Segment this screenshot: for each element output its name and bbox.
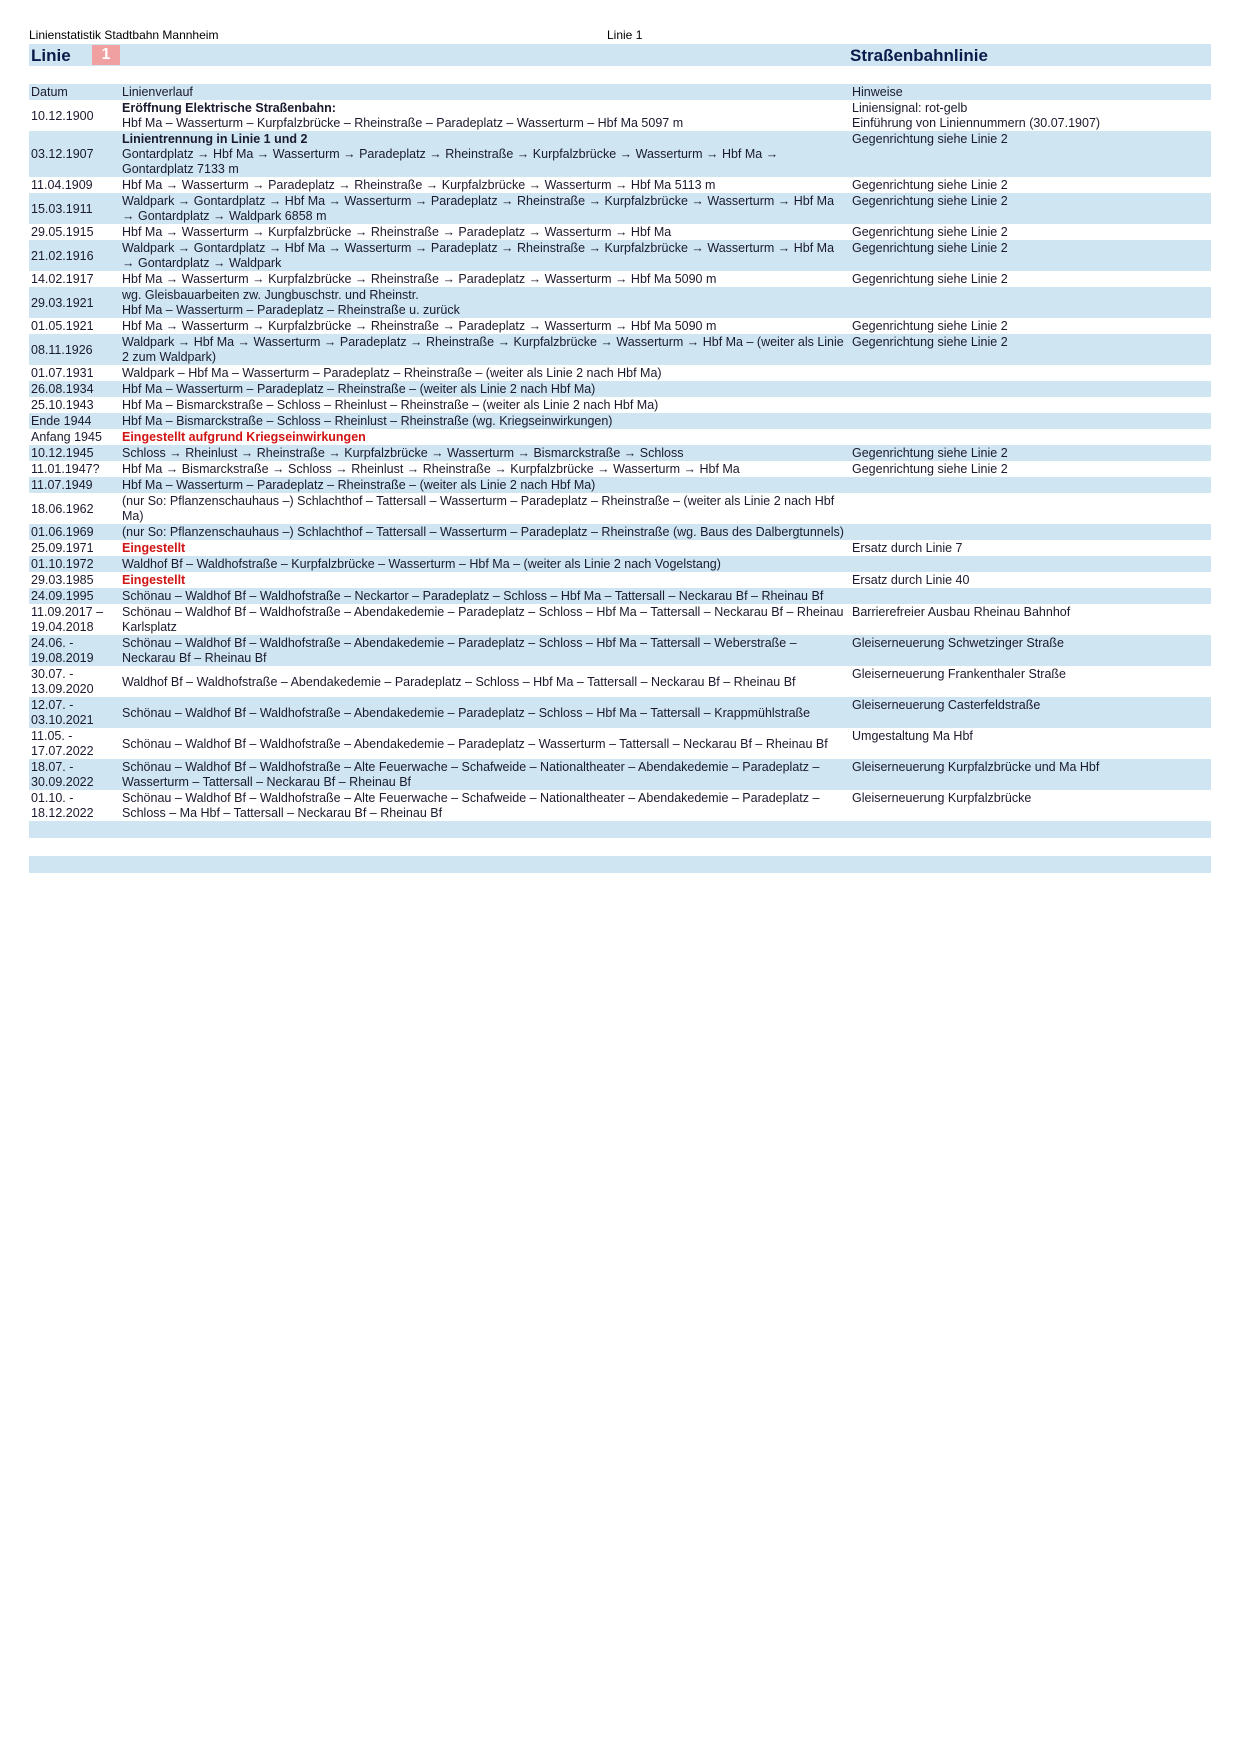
row-route: Hbf Ma → Wasserturm → Kurpfalzbrücke → Rheinstraße → Paradeplatz → Wasserturm → Hbf Ma xyxy=(122,225,672,239)
row-notes: Umgestaltung Ma Hbf xyxy=(852,729,973,743)
row-route: Linientrennung in Linie 1 und 2 Gontardplatz → Hbf Ma → Wasserturm → Paradeplatz → Rheinstraße → Kurpfalzbrücke → Wasserturm → Hbf Ma → Gontardplatz 7133 m xyxy=(122,132,779,176)
row-notes: Gegenrichtung siehe Linie 2 xyxy=(852,319,1008,333)
row-route: Schönau – Waldhof Bf – Waldhofstraße – Alte Feuerwache – Schafweide – Nationaltheater – Abendakedemie – Paradeplatz – Schloss – Ma Hbf – Tattersall – Neckarau Bf – Rheinau Bf xyxy=(122,791,820,820)
row-route: Schönau – Waldhof Bf – Waldhofstraße – Alte Feuerwache – Schafweide – Nationaltheater – Abendakedemie – Paradeplatz – Wasserturm – Tattersall – Neckarau Bf – Rheinau Bf xyxy=(122,760,820,789)
row-date: 24.06. - 19.08.2019 xyxy=(31,636,94,665)
document-page xyxy=(29,28,1211,873)
row-date: 18.06.1962 xyxy=(31,501,94,516)
row-date: Ende 1944 xyxy=(31,414,92,428)
row-notes: Gleiserneuerung Schwetzinger Straße xyxy=(852,636,1064,650)
table-row xyxy=(29,790,1211,821)
row-notes: Gegenrichtung siehe Linie 2 xyxy=(852,132,1008,146)
line-title-bar xyxy=(29,44,1211,66)
table-row xyxy=(29,540,1211,556)
row-notes: Gleiserneuerung Frankenthaler Straße xyxy=(852,667,1067,681)
row-date: 01.10.1972 xyxy=(31,557,94,571)
page-header xyxy=(29,28,1211,44)
row-date: 08.11.1926 xyxy=(31,342,93,357)
row-notes: Gegenrichtung siehe Linie 2 xyxy=(852,194,1008,208)
row-notes: Ersatz durch Linie 40 xyxy=(852,573,970,587)
row-route: (nur So: Pflanzenschauhaus –) Schlachthof – Tattersall – Wasserturm – Paradeplatz – Rheinstraße – (weiter als Linie 2 nach Hbf Ma) xyxy=(122,494,835,523)
table-row xyxy=(29,287,1211,318)
table-row xyxy=(29,365,1211,381)
column-header-date: Datum xyxy=(31,85,68,99)
table-row xyxy=(29,572,1211,588)
table-row xyxy=(29,461,1211,477)
row-route xyxy=(120,540,850,556)
row-notes xyxy=(850,556,1211,572)
row-notes: Liniensignal: rot-gelb Einführung von Liniennummern (30.07.1907) xyxy=(852,101,1101,130)
row-notes xyxy=(850,493,1211,524)
row-route: Waldpark → Hbf Ma → Wasserturm → Paradeplatz → Rheinstraße → Kurpfalzbrücke → Wasserturm → Hbf Ma – (weiter als Linie 2 zum Waldpark) xyxy=(122,335,844,364)
row-route: Schönau – Waldhof Bf – Waldhofstraße – Abendakedemie – Paradeplatz – Schloss – Hbf Ma – Tattersall – Krappmühlstraße xyxy=(122,705,811,720)
document-title: Linienstatistik Stadtbahn Mannheim xyxy=(29,28,219,42)
table-row xyxy=(29,397,1211,413)
row-date: Anfang 1945 xyxy=(31,430,102,444)
row-date: 10.12.1945 xyxy=(31,446,94,460)
status-discontinued: Eingestellt aufgrund Kriegseinwirkungen xyxy=(122,430,366,444)
line-reference: Linie 1 xyxy=(607,28,643,42)
row-date: 12.07. - 03.10.2021 xyxy=(31,698,94,727)
table-row xyxy=(29,524,1211,540)
line-label: Linie xyxy=(31,46,71,65)
row-date: 01.07.1931 xyxy=(31,366,94,380)
table-row xyxy=(29,477,1211,493)
row-date: 21.02.1916 xyxy=(31,248,94,263)
row-date: 01.10. - 18.12.2022 xyxy=(31,791,94,820)
table-row xyxy=(29,318,1211,334)
row-route: Waldpark → Gontardplatz → Hbf Ma → Wasserturm → Paradeplatz → Rheinstraße → Kurpfalzbrücke → Wasserturm → Hbf Ma → Gontardplatz → Waldpark 6858 m xyxy=(122,194,835,223)
row-date: 24.09.1995 xyxy=(31,589,94,603)
row-date: 01.05.1921 xyxy=(31,319,94,333)
row-notes: Gegenrichtung siehe Linie 2 xyxy=(852,335,1008,349)
row-route: Schönau – Waldhof Bf – Waldhofstraße – Abendakedemie – Paradeplatz – Schloss – Hbf Ma – Tattersall – Neckarau Bf – Rheinau Karlsplatz xyxy=(122,605,844,634)
row-notes: Gleiserneuerung Kurpfalzbrücke xyxy=(852,791,1032,805)
table-row xyxy=(29,604,1211,635)
row-route: Waldpark → Gontardplatz → Hbf Ma → Wasserturm → Paradeplatz → Rheinstraße → Kurpfalzbrücke → Wasserturm → Hbf Ma → Gontardplatz → Waldpark xyxy=(122,241,835,270)
row-date: 18.07. - 30.09.2022 xyxy=(31,760,94,789)
row-route: Schönau – Waldhof Bf – Waldhofstraße – Abendakedemie – Paradeplatz – Schloss – Hbf Ma – Tattersall – Weberstraße – Neckarau Bf – Rheinau Bf xyxy=(122,636,797,665)
table-row xyxy=(29,240,1211,271)
row-notes: Gegenrichtung siehe Linie 2 xyxy=(852,446,1008,460)
row-date: 01.06.1969 xyxy=(31,525,94,539)
row-date: 25.09.1971 xyxy=(31,541,94,555)
row-notes xyxy=(850,381,1211,397)
table-row xyxy=(29,131,1211,177)
table-row xyxy=(29,193,1211,224)
status-discontinued: Eingestellt xyxy=(122,573,186,587)
row-date: 29.03.1985 xyxy=(31,573,94,587)
table-row xyxy=(29,635,1211,666)
row-notes: Gleiserneuerung Casterfeldstraße xyxy=(852,698,1041,712)
row-route: Schloss → Rheinlust → Rheinstraße → Kurpfalzbrücke → Wasserturm → Bismarckstraße → Schloss xyxy=(122,446,684,460)
column-header-route: Linienverlauf xyxy=(122,85,193,99)
row-route: Waldhof Bf – Waldhofstraße – Abendakedemie – Paradeplatz – Schloss – Hbf Ma – Tattersall – Neckarau Bf – Rheinau Bf xyxy=(122,674,796,689)
row-date: 30.07. - 13.09.2020 xyxy=(31,667,94,696)
table-row xyxy=(29,445,1211,461)
row-date: 14.02.1917 xyxy=(31,272,94,286)
empty-row xyxy=(29,821,1211,838)
row-notes xyxy=(850,477,1211,493)
row-route: Hbf Ma – Wasserturm – Paradeplatz – Rheinstraße – (weiter als Linie 2 nach Hbf Ma) xyxy=(122,382,596,396)
row-date: 10.12.1900 xyxy=(31,108,94,123)
row-route: Schönau – Waldhof Bf – Waldhofstraße – Abendakedemie – Paradeplatz – Wasserturm – Tattersall – Neckarau Bf – Rheinau Bf xyxy=(122,736,828,751)
table-row xyxy=(29,493,1211,524)
table-row xyxy=(29,728,1211,759)
row-notes: Barrierefreier Ausbau Rheinau Bahnhof xyxy=(852,605,1071,619)
row-route: Eröffnung Elektrische Straßenbahn: Hbf Ma – Wasserturm – Kurpfalzbrücke – Rheinstraße – Paradeplatz – Wasserturm – Hbf Ma 5097 m xyxy=(122,101,684,130)
row-date: 29.05.1915 xyxy=(31,225,94,239)
row-notes: Gegenrichtung siehe Linie 2 xyxy=(852,462,1008,476)
table-row xyxy=(29,588,1211,604)
row-route: Waldhof Bf – Waldhofstraße – Kurpfalzbrücke – Wasserturm – Hbf Ma – (weiter als Linie 2 nach Vogelstang) xyxy=(122,557,721,571)
row-notes: Gegenrichtung siehe Linie 2 xyxy=(852,241,1008,255)
table-header-row xyxy=(29,84,1211,100)
table-row xyxy=(29,697,1211,728)
row-notes xyxy=(850,287,1211,318)
row-date: 11.09.2017 – 19.04.2018 xyxy=(31,605,104,634)
table-row xyxy=(29,271,1211,287)
table-row xyxy=(29,334,1211,365)
table-row xyxy=(29,224,1211,240)
row-route: Schönau – Waldhof Bf – Waldhofstraße – Neckartor – Paradeplatz – Schloss – Hbf Ma – Tattersall – Neckarau Bf – Rheinau Bf xyxy=(122,589,824,603)
row-date: 25.10.1943 xyxy=(31,398,94,412)
status-discontinued: Eingestellt xyxy=(122,541,186,555)
row-notes xyxy=(850,413,1211,429)
row-route: Waldpark – Hbf Ma – Wasserturm – Paradeplatz – Rheinstraße – (weiter als Linie 2 nach Hbf Ma) xyxy=(122,366,662,380)
row-notes xyxy=(850,429,1211,445)
row-date: 03.12.1907 xyxy=(31,147,94,161)
row-route: Hbf Ma → Wasserturm → Paradeplatz → Rheinstraße → Kurpfalzbrücke → Wasserturm → Hbf Ma 5113 m xyxy=(122,178,716,192)
row-date: 11.05. - 17.07.2022 xyxy=(31,729,94,758)
row-route: Hbf Ma – Bismarckstraße – Schloss – Rheinlust – Rheinstraße (wg. Kriegseinwirkungen) xyxy=(122,414,613,428)
row-date: 15.03.1911 xyxy=(31,201,93,216)
row-date: 29.03.1921 xyxy=(31,295,94,310)
row-notes: Ersatz durch Linie 7 xyxy=(852,541,963,555)
table-row xyxy=(29,556,1211,572)
row-route: Hbf Ma → Wasserturm → Kurpfalzbrücke → Rheinstraße → Paradeplatz → Wasserturm → Hbf Ma 5090 m xyxy=(122,319,717,333)
table-row xyxy=(29,759,1211,790)
row-date: 11.01.1947? xyxy=(31,462,100,476)
spacer-row xyxy=(29,838,1211,856)
row-route: wg. Gleisbauarbeiten zw. Jungbuschstr. und Rheinstr. Hbf Ma – Wasserturm – Paradeplatz – Rheinstraße u. zurück xyxy=(122,288,460,317)
row-route: Hbf Ma – Wasserturm – Paradeplatz – Rheinstraße – (weiter als Linie 2 nach Hbf Ma) xyxy=(122,478,596,492)
row-date: 11.07.1949 xyxy=(31,478,93,492)
table-row xyxy=(29,381,1211,397)
row-notes: Gleiserneuerung Kurpfalzbrücke und Ma Hbf xyxy=(852,760,1100,774)
line-history-table xyxy=(29,84,1211,873)
row-notes xyxy=(850,397,1211,413)
row-route: Hbf Ma → Bismarckstraße → Schloss → Rheinlust → Rheinstraße → Kurpfalzbrücke → Wasserturm → Hbf Ma xyxy=(122,462,740,476)
table-row xyxy=(29,413,1211,429)
line-type: Straßenbahnlinie xyxy=(850,46,988,65)
column-header-notes: Hinweise xyxy=(852,85,903,99)
row-route: Hbf Ma – Bismarckstraße – Schloss – Rheinlust – Rheinstraße – (weiter als Linie 2 nach Hbf Ma) xyxy=(122,398,659,412)
table-row xyxy=(29,177,1211,193)
empty-row xyxy=(29,856,1211,873)
row-route: (nur So: Pflanzenschauhaus –) Schlachthof – Tattersall – Wasserturm – Paradeplatz – Rheinstraße (wg. Baus des Dalbergtunnels) xyxy=(122,525,844,539)
row-notes xyxy=(850,588,1211,604)
row-route: Hbf Ma → Wasserturm → Kurpfalzbrücke → Rheinstraße → Paradeplatz → Wasserturm → Hbf Ma 5090 m xyxy=(122,272,717,286)
table-row xyxy=(29,666,1211,697)
row-date: 26.08.1934 xyxy=(31,382,94,396)
table-row xyxy=(29,100,1211,131)
row-date: 11.04.1909 xyxy=(31,178,93,192)
line-number-badge: 1 xyxy=(92,45,120,65)
table-row xyxy=(29,429,1211,445)
row-route xyxy=(120,572,850,588)
row-notes: Gegenrichtung siehe Linie 2 xyxy=(852,178,1008,192)
row-route xyxy=(120,429,850,445)
row-notes xyxy=(850,365,1211,381)
row-notes: Gegenrichtung siehe Linie 2 xyxy=(852,225,1008,239)
row-notes xyxy=(850,524,1211,540)
row-notes: Gegenrichtung siehe Linie 2 xyxy=(852,272,1008,286)
